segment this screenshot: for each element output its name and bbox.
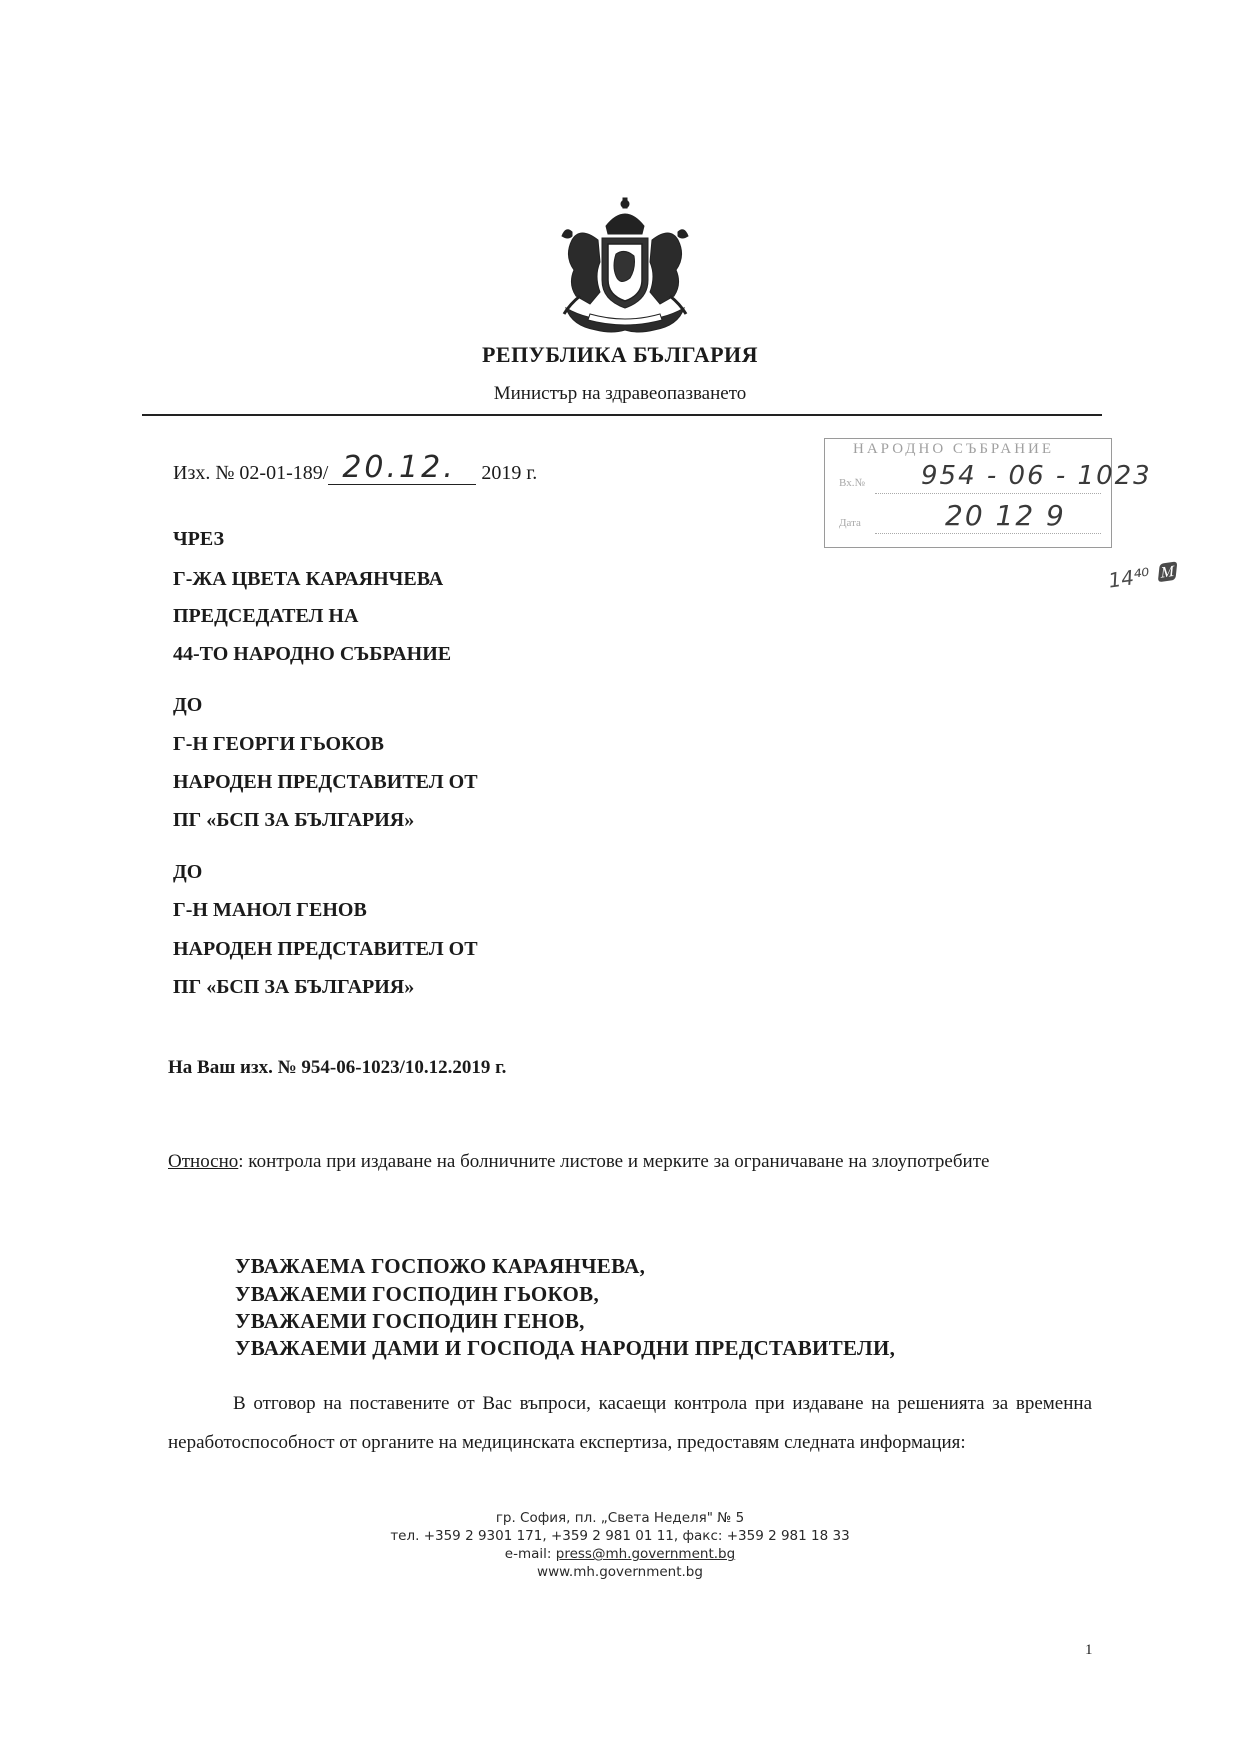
country-title: РЕПУБЛИКА БЪЛГАРИЯ	[481, 342, 759, 367]
footer-email-label: e-mail:	[504, 1546, 556, 1562]
addr-genov: Г-Н МАНОЛ ГЕНОВ	[173, 899, 367, 921]
stamp-title: НАРОДНО СЪБРАНИЕ	[853, 441, 1055, 457]
stamp-number-value: 954 - 06 - 1023	[921, 461, 1152, 491]
footer-address: гр. София, пл. „Света Неделя" № 5	[495, 1510, 745, 1526]
addr-group-1: ПГ «БСП ЗА БЪЛГАРИЯ»	[173, 809, 415, 831]
addr-karayancheva: Г-ЖА ЦВЕТА КАРАЯНЧЕВА	[173, 568, 444, 590]
stamp-date-label: Дата	[839, 517, 861, 529]
stamp-date-line	[875, 533, 1101, 534]
incoming-stamp	[824, 438, 1152, 548]
outgoing-suffix: 2019 г.	[481, 462, 538, 484]
addr-via: ЧРЕЗ	[173, 528, 225, 550]
footer-website[interactable]: www.mh.government.bg	[537, 1564, 703, 1580]
footer-phones: тел. +359 2 9301 171, +359 2 981 01 11, факс: +359 2 981 18 33	[390, 1528, 850, 1544]
outgoing-prefix: Изх. № 02-01-189/	[173, 462, 329, 484]
header-divider	[142, 414, 1102, 416]
coat-of-arms-icon	[550, 196, 700, 344]
page-number: 1	[1085, 1642, 1093, 1658]
your-reference: На Ваш изх. № 954-06-1023/10.12.2019 г.	[168, 1057, 507, 1078]
footer-email-link[interactable]: press@mh.government.bg	[555, 1546, 736, 1562]
addr-group-2: ПГ «БСП ЗА БЪЛГАРИЯ»	[173, 976, 415, 998]
salutation-karayancheva: УВАЖАЕМА ГОСПОЖО КАРАЯНЧЕВА,	[235, 1254, 646, 1278]
stamp-number-line	[875, 493, 1101, 494]
salutation-gyokov: УВАЖАЕМИ ГОСПОДИН ГЬОКОВ,	[235, 1282, 600, 1306]
addr-mp-2: НАРОДЕН ПРЕДСТАВИТЕЛ ОТ	[173, 938, 478, 960]
salutation-genov: УВАЖАЕМИ ГОСПОДИН ГЕНОВ,	[235, 1309, 585, 1333]
addr-to-1: ДО	[173, 694, 203, 716]
addr-mp-1: НАРОДЕН ПРЕДСТАВИТЕЛ ОТ	[173, 771, 478, 793]
outgoing-date-field	[328, 450, 476, 485]
stamp-date-value: 20 12 9	[945, 499, 1066, 532]
regarding-text: : контрола при издаване на болничните листове и мерките за ограничаване на злоупотребите	[238, 1151, 990, 1172]
addr-to-2: ДО	[173, 861, 203, 883]
regarding-label: Относно	[168, 1151, 239, 1172]
footer-email	[0, 1546, 1240, 1562]
salutation-mps: УВАЖАЕМИ ДАМИ И ГОСПОДА НАРОДНИ ПРЕДСТАВИТЕЛИ,	[235, 1336, 896, 1360]
body-paragraph: В отговор на поставените от Вас въпроси, касаещи контрола при издаване на решенията за временна неработоспособност от органите на медицинската експертиза, предоставям следната информация:	[168, 1393, 1092, 1453]
regarding	[168, 1149, 1078, 1175]
outgoing-number	[173, 450, 538, 485]
handwritten-margin-note: 14⁴⁰ 🅼	[1106, 559, 1178, 593]
ministry-title: Министър на здравеопазването	[493, 383, 747, 404]
outgoing-handwritten-date: 20.12.	[342, 450, 456, 485]
stamp-number-label: Вх.№	[839, 477, 865, 489]
addr-gyokov: Г-Н ГЕОРГИ ГЬОКОВ	[173, 733, 384, 755]
addr-assembly: 44-ТО НАРОДНО СЪБРАНИЕ	[173, 643, 452, 665]
addr-chairman: ПРЕДСЕДАТЕЛ НА	[173, 605, 359, 627]
